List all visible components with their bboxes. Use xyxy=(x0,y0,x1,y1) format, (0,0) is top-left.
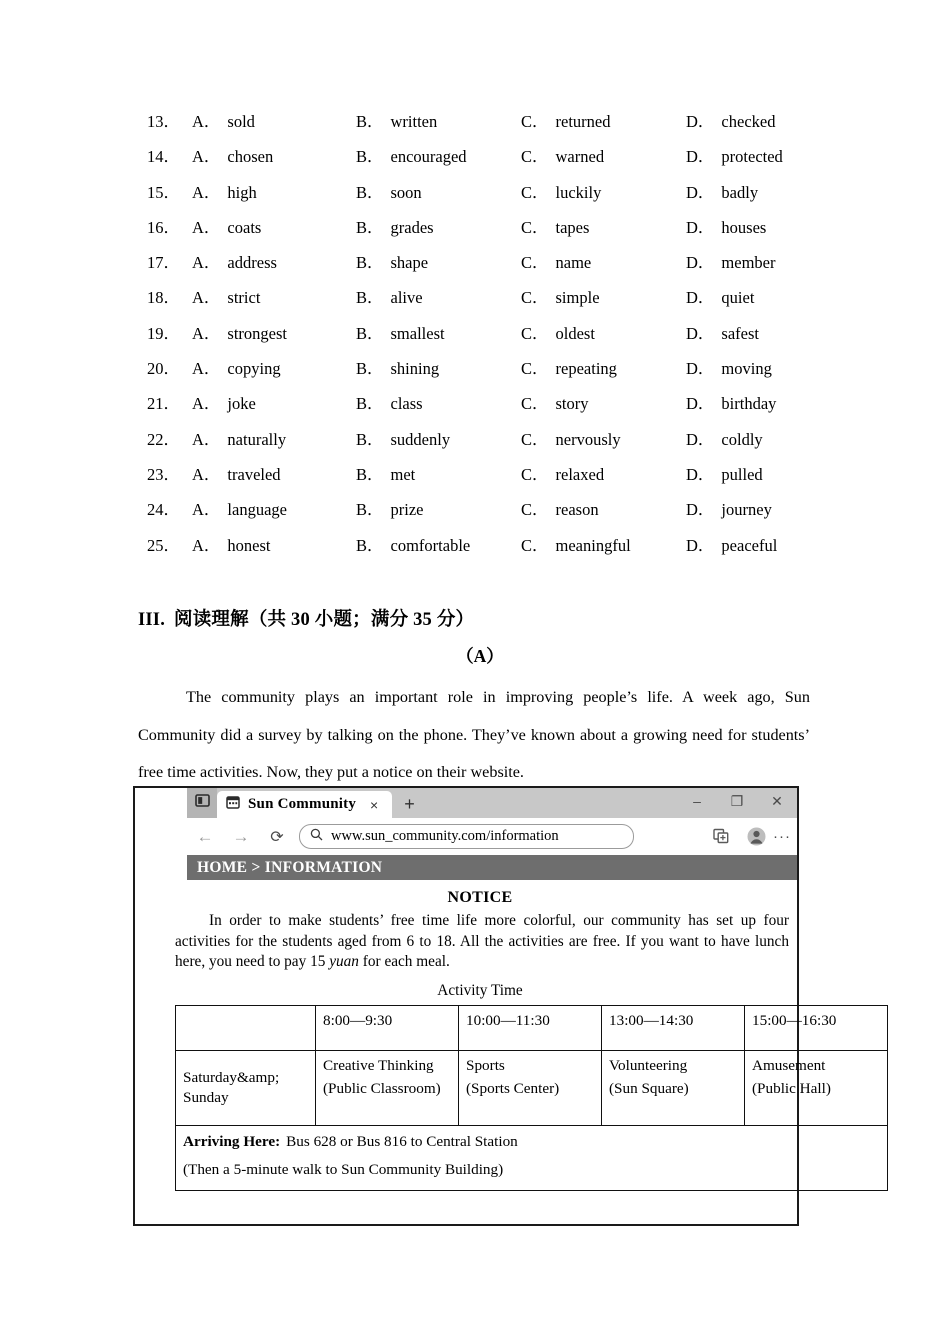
option-d xyxy=(686,426,846,450)
option-text-a: coats xyxy=(227,217,262,237)
option-text-d: protected xyxy=(721,147,783,167)
table-row xyxy=(140,532,820,567)
collections-button[interactable] xyxy=(705,828,739,845)
passage-line-1: The community plays an important role in improving people’s life. A week ago, Sun xyxy=(186,688,810,706)
browser-chrome xyxy=(135,788,837,1191)
page-title: NOTICE xyxy=(447,889,513,906)
activity-name: Volunteering xyxy=(609,1056,688,1074)
option-letter-a: A． xyxy=(192,464,221,484)
option-b xyxy=(356,532,521,556)
option-letter-d: D． xyxy=(686,182,715,202)
option-text-a: honest xyxy=(227,535,271,555)
option-a xyxy=(180,355,356,379)
option-letter-a: A． xyxy=(192,535,221,555)
option-text-b: alive xyxy=(390,288,423,308)
option-a xyxy=(180,390,356,414)
option-text-b: comfortable xyxy=(390,535,471,555)
option-a xyxy=(180,496,356,520)
option-a xyxy=(180,532,356,556)
option-d xyxy=(686,179,846,203)
option-b xyxy=(356,426,521,450)
restore-button[interactable]: ❐ xyxy=(730,792,744,809)
activity-cell-3 xyxy=(602,1050,745,1125)
option-b xyxy=(356,284,521,308)
option-b xyxy=(356,249,521,273)
split-panel-icon xyxy=(195,794,210,812)
activity-cell-4 xyxy=(745,1050,888,1125)
activity-place: (Sports Center) xyxy=(466,1079,560,1097)
tab-strip xyxy=(187,788,797,818)
option-text-a: traveled xyxy=(227,464,281,484)
avatar[interactable] xyxy=(739,827,773,846)
tab-title: Sun Community xyxy=(248,796,357,812)
table-row xyxy=(140,320,820,355)
option-d xyxy=(686,108,846,132)
option-letter-a: A． xyxy=(192,500,221,520)
option-letter-d: D． xyxy=(686,147,715,167)
option-text-b: suddenly xyxy=(390,429,451,449)
section-heading xyxy=(138,605,474,631)
option-a xyxy=(180,108,356,132)
option-letter-a: A． xyxy=(192,359,221,379)
option-c xyxy=(521,179,686,203)
option-d xyxy=(686,143,846,167)
browser-toolbar xyxy=(187,818,797,855)
option-text-d: coldly xyxy=(721,429,763,449)
new-tab-button[interactable]: + xyxy=(404,794,415,814)
table-row xyxy=(176,1125,888,1190)
table-row xyxy=(140,249,820,284)
option-a xyxy=(180,426,356,450)
option-letter-d: D． xyxy=(686,464,715,484)
option-letter-a: A． xyxy=(192,429,221,449)
option-c xyxy=(521,320,686,344)
option-letter-a: A． xyxy=(192,323,221,343)
option-letter-c: C． xyxy=(521,288,549,308)
search-icon xyxy=(310,828,323,846)
question-number: 23． xyxy=(147,464,180,484)
question-number: 17． xyxy=(147,253,180,273)
window-controls xyxy=(677,786,797,818)
question-number: 16． xyxy=(147,217,180,237)
option-b xyxy=(356,143,521,167)
minimize-button[interactable]: – xyxy=(693,793,701,809)
option-text-b: class xyxy=(390,394,423,414)
notice-area xyxy=(161,889,837,1191)
close-icon[interactable]: × xyxy=(370,796,379,813)
option-letter-a: A． xyxy=(192,253,221,273)
option-text-a: sold xyxy=(227,112,255,131)
option-text-a: address xyxy=(227,253,277,273)
option-text-c: nervously xyxy=(555,429,621,449)
option-d xyxy=(686,355,846,379)
activity-place: (Sun Square) xyxy=(609,1079,689,1097)
arriving-here-line xyxy=(183,1132,880,1152)
option-text-c: repeating xyxy=(555,359,617,379)
notice-body-pre: In order to make students’ free time life more colorful, our community has set up four activities for the students aged from 6 to 18. All the activities are free. If you want to have lunch here, you need to pay 15 xyxy=(175,912,789,970)
option-d xyxy=(686,532,846,556)
option-letter-d: D． xyxy=(686,323,715,343)
table-row xyxy=(140,496,820,531)
time-slot-header-1: 8:00—9:30 xyxy=(316,1005,459,1050)
browser-screenshot-frame xyxy=(133,786,837,1226)
option-letter-a: A． xyxy=(192,112,221,131)
option-letter-d: D． xyxy=(686,112,715,131)
option-letter-c: C． xyxy=(521,217,549,237)
option-letter-b: B． xyxy=(356,429,384,449)
section-title: 阅读理解（共 30 小题；满分 35 分） xyxy=(174,610,475,630)
option-text-b: met xyxy=(390,464,416,484)
intro-passage xyxy=(138,679,810,792)
option-text-d: houses xyxy=(721,217,767,237)
option-text-b: encouraged xyxy=(390,147,467,167)
passage-line-2: Community did a survey by talking on the phone. They’ve known about a growing need for xyxy=(138,725,747,744)
time-slot-header-3: 13:00—14:30 xyxy=(602,1005,745,1050)
option-a xyxy=(180,179,356,203)
option-letter-c: C． xyxy=(521,394,549,414)
subsection-label: （A） xyxy=(456,646,504,666)
option-b xyxy=(356,108,521,132)
option-letter-d: D． xyxy=(686,217,715,237)
question-number: 15． xyxy=(147,182,180,202)
day-label-line-2: Sunday xyxy=(183,1088,229,1106)
option-b xyxy=(356,355,521,379)
arriving-here-label: Arriving Here: xyxy=(183,1132,281,1150)
tab-sun-community[interactable] xyxy=(217,791,392,818)
option-text-c: oldest xyxy=(555,323,595,343)
reload-button[interactable]: ⟳ xyxy=(270,828,284,846)
option-letter-c: C． xyxy=(521,359,549,379)
option-letter-c: C． xyxy=(521,323,549,343)
option-a xyxy=(180,461,356,485)
sidebar-toggle-button[interactable] xyxy=(187,788,217,818)
option-text-b: soon xyxy=(390,182,422,202)
activity-cell-2 xyxy=(459,1050,602,1125)
option-d xyxy=(686,249,846,273)
breadcrumb: HOME > INFORMATION xyxy=(187,855,797,880)
option-d xyxy=(686,320,846,344)
option-letter-d: D． xyxy=(686,253,715,273)
option-text-a: language xyxy=(227,500,287,520)
question-number: 25． xyxy=(147,535,180,555)
table-row xyxy=(140,108,820,143)
option-text-a: strongest xyxy=(227,323,288,343)
question-number: 21． xyxy=(147,394,180,414)
table-row xyxy=(176,1050,888,1125)
option-letter-d: D． xyxy=(686,288,715,308)
table-row xyxy=(176,1005,888,1050)
table-row xyxy=(140,355,820,390)
address-bar[interactable] xyxy=(299,824,634,849)
question-number: 18． xyxy=(147,288,180,308)
option-text-b: prize xyxy=(390,500,424,520)
option-text-d: birthday xyxy=(721,394,777,414)
option-letter-b: B． xyxy=(356,359,384,379)
option-letter-b: B． xyxy=(356,323,384,343)
option-text-c: warned xyxy=(555,147,605,167)
option-d xyxy=(686,390,846,414)
activity-time-caption: Activity Time xyxy=(437,981,523,999)
option-letter-c: C． xyxy=(521,535,549,555)
question-number: 19． xyxy=(147,323,180,343)
time-slot-header-4: 15:00—16:30 xyxy=(745,1005,888,1050)
option-letter-b: B． xyxy=(356,500,384,520)
option-letter-a: A． xyxy=(192,217,221,237)
activity-name: Amusement xyxy=(752,1056,826,1074)
back-button[interactable]: ← xyxy=(196,826,214,846)
option-letter-c: C． xyxy=(521,112,549,131)
option-text-c: story xyxy=(555,394,589,414)
forward-button[interactable]: → xyxy=(232,826,250,846)
close-window-button[interactable]: ✕ xyxy=(771,792,783,809)
table-row xyxy=(140,390,820,425)
option-d xyxy=(686,496,846,520)
option-letter-c: C． xyxy=(521,253,549,273)
activity-name: Sports xyxy=(466,1056,505,1074)
option-text-c: meaningful xyxy=(555,535,631,555)
option-text-a: joke xyxy=(227,394,256,414)
more-options-button[interactable]: ··· xyxy=(773,828,791,845)
option-a xyxy=(180,320,356,344)
option-c xyxy=(521,108,686,132)
option-letter-c: C． xyxy=(521,182,549,202)
option-c xyxy=(521,532,686,556)
option-letter-b: B． xyxy=(356,464,384,484)
option-c xyxy=(521,426,686,450)
question-number: 14． xyxy=(147,147,180,167)
question-number: 13． xyxy=(147,112,180,131)
option-letter-c: C． xyxy=(521,147,549,167)
option-text-b: written xyxy=(390,112,438,131)
option-text-d: journey xyxy=(721,500,772,520)
option-text-d: peaceful xyxy=(721,535,778,555)
passage-line-3: students’ free time activities. Now, they put a notice on their website. xyxy=(138,725,810,781)
option-b xyxy=(356,320,521,344)
url-text: www.sun_community.com/information xyxy=(331,828,559,844)
option-letter-a: A． xyxy=(192,147,221,167)
option-text-b: grades xyxy=(390,217,434,237)
option-a xyxy=(180,214,356,238)
option-text-b: shining xyxy=(390,359,440,379)
option-c xyxy=(521,249,686,273)
option-c xyxy=(521,355,686,379)
option-d xyxy=(686,284,846,308)
option-c xyxy=(521,214,686,238)
option-a xyxy=(180,249,356,273)
table-row xyxy=(140,426,820,461)
option-letter-b: B． xyxy=(356,182,384,202)
option-d xyxy=(686,214,846,238)
option-letter-d: D． xyxy=(686,429,715,449)
option-letter-d: D． xyxy=(686,535,715,555)
table-row xyxy=(140,143,820,178)
option-c xyxy=(521,284,686,308)
option-c xyxy=(521,496,686,520)
option-text-c: returned xyxy=(555,112,611,131)
notice-body-italic: yuan xyxy=(329,953,359,970)
option-a xyxy=(180,143,356,167)
activity-cell-1 xyxy=(316,1050,459,1125)
option-c xyxy=(521,390,686,414)
option-letter-c: C． xyxy=(521,464,549,484)
option-text-d: member xyxy=(721,253,776,273)
option-text-c: relaxed xyxy=(555,464,605,484)
question-number: 24． xyxy=(147,500,180,520)
option-letter-a: A． xyxy=(192,288,221,308)
option-text-c: simple xyxy=(555,288,600,308)
option-letter-d: D． xyxy=(686,359,715,379)
option-text-c: tapes xyxy=(555,217,590,237)
option-letter-d: D． xyxy=(686,500,715,520)
option-d xyxy=(686,461,846,485)
cloze-options-block xyxy=(140,108,820,567)
option-text-a: high xyxy=(227,182,257,202)
option-letter-a: A． xyxy=(192,182,221,202)
option-c xyxy=(521,461,686,485)
option-b xyxy=(356,496,521,520)
table-row xyxy=(140,284,820,319)
table-corner-cell xyxy=(176,1005,316,1050)
option-text-b: shape xyxy=(390,253,429,273)
option-text-d: quiet xyxy=(721,288,755,308)
notice-body xyxy=(167,911,793,973)
activity-place: (Public Hall) xyxy=(752,1079,831,1097)
option-text-c: name xyxy=(555,253,592,273)
option-text-c: reason xyxy=(555,500,599,520)
option-b xyxy=(356,461,521,485)
option-text-d: badly xyxy=(721,182,759,202)
option-a xyxy=(180,284,356,308)
option-text-a: copying xyxy=(227,359,281,379)
activity-name: Creative Thinking xyxy=(323,1056,434,1074)
section-number: III. xyxy=(138,610,166,630)
activity-place: (Public Classroom) xyxy=(323,1079,441,1097)
arriving-here-text: Bus 628 or Bus 816 to Central Station xyxy=(286,1132,518,1150)
table-row xyxy=(140,214,820,249)
activity-schedule-table xyxy=(175,1005,888,1191)
option-letter-c: C． xyxy=(521,429,549,449)
option-letter-d: D． xyxy=(686,394,715,414)
option-b xyxy=(356,214,521,238)
question-number: 20． xyxy=(147,359,180,379)
arriving-here-cell xyxy=(176,1125,888,1190)
day-label-cell xyxy=(176,1050,316,1125)
option-b xyxy=(356,390,521,414)
question-number: 22． xyxy=(147,429,180,449)
option-text-b: smallest xyxy=(390,323,445,343)
option-letter-b: B． xyxy=(356,112,384,131)
option-text-d: pulled xyxy=(721,464,763,484)
option-text-d: checked xyxy=(721,112,776,131)
table-row xyxy=(140,461,820,496)
option-letter-b: B． xyxy=(356,253,384,273)
option-text-c: luckily xyxy=(555,182,602,202)
option-letter-b: B． xyxy=(356,217,384,237)
option-text-d: moving xyxy=(721,359,772,379)
option-letter-a: A． xyxy=(192,394,221,414)
table-row xyxy=(140,179,820,214)
option-letter-b: B． xyxy=(356,288,384,308)
option-text-a: naturally xyxy=(227,429,287,449)
option-letter-b: B． xyxy=(356,394,384,414)
option-letter-c: C． xyxy=(521,500,549,520)
option-b xyxy=(356,179,521,203)
option-text-a: strict xyxy=(227,288,261,308)
day-label-line-1: Saturday&amp; xyxy=(183,1068,280,1086)
time-slot-header-2: 10:00—11:30 xyxy=(459,1005,602,1050)
option-text-d: safest xyxy=(721,323,759,343)
tab-list-icon xyxy=(226,796,240,814)
option-letter-b: B． xyxy=(356,147,384,167)
option-text-a: chosen xyxy=(227,147,274,167)
notice-body-post: for each meal. xyxy=(358,953,450,970)
arriving-here-note: (Then a 5-minute walk to Sun Community Building) xyxy=(183,1160,504,1178)
option-letter-b: B． xyxy=(356,535,384,555)
option-c xyxy=(521,143,686,167)
